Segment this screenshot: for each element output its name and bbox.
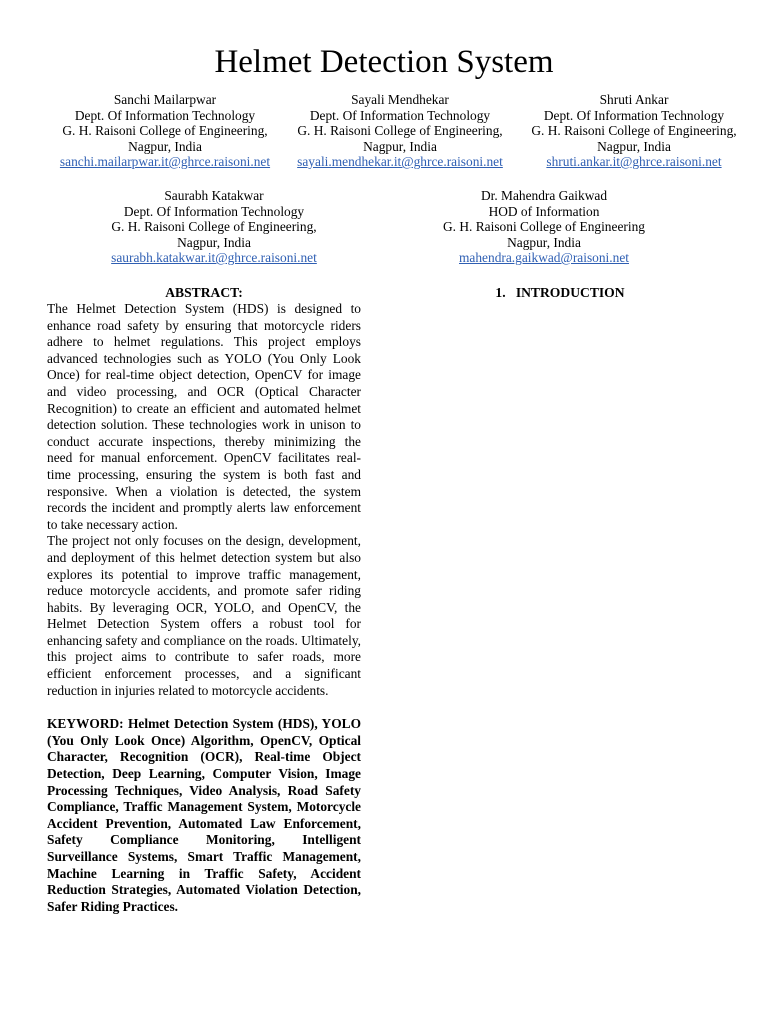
author-college: G. H. Raisoni College of Engineering,	[62, 123, 268, 138]
author-college: G. H. Raisoni College of Engineering	[443, 219, 645, 234]
right-column	[400, 284, 720, 301]
abstract-paragraph: The Helmet Detection System (HDS) is designed to enhance road safety by ensuring that motorcycle riders adhere to helmet regulations. This project employs advanced technologies such as YOLO (You Only Look Once) for real-time object detection, OpenCV for image and video processing, and OCR (Optical Character Recognition) to create an efficient and automated helmet detection solution. These technologies work in unison to conduct accurate inspections, thereby minimizing the need for manual enforcement. OpenCV facilitates real-time processing, ensuring the system is both fast and responsive. When a violation is detected, the system records the incident and promptly alerts law enforcement to take necessary action.	[47, 301, 361, 532]
author-block	[282, 92, 518, 170]
author-email-link[interactable]: mahendra.gaikwad@raisoni.net	[459, 250, 629, 265]
author-city: Nagpur, India	[363, 138, 437, 154]
author-city: Nagpur, India	[128, 138, 202, 154]
left-column	[47, 284, 361, 915]
author-block	[426, 188, 662, 266]
author-dept: Dept. Of Information Technology	[309, 107, 491, 123]
author-college: G. H. Raisoni College of Engineering,	[531, 123, 737, 138]
author-email-link[interactable]: saurabh.katakwar.it@ghrce.raisoni.net	[111, 250, 317, 265]
author-city: Nagpur, India	[177, 234, 251, 250]
paper-title: Helmet Detection System	[214, 44, 554, 80]
author-dept: Dept. Of Information Technology	[123, 203, 305, 219]
author-email-link[interactable]: sanchi.mailarpwar.it@ghrce.raisoni.net	[59, 154, 271, 169]
author-name: Shruti Ankar	[599, 92, 669, 107]
keywords-paragraph: KEYWORD: Helmet Detection System (HDS), YOLO (You Only Look Once) Algorithm, OpenCV, Optical Character, Recognition (OCR), Real-time Object Detection, Deep Learning, Computer Vision, Image Processing Techniques, Video Analysis, Road Safety Compliance, Traffic Management System, Motorcycle Accident Prevention, Automated Law Enforcement, Safety Compliance Monitoring, Intelligent Surveillance Systems, Smart Traffic Management, Machine Learning in Traffic Safety, Accident Reduction Strategies, Automated Violation Detection, Safer Riding Practices.	[47, 716, 361, 914]
author-name: Saurabh Katakwar	[164, 188, 264, 203]
introduction-heading: 1. INTRODUCTION	[495, 285, 625, 300]
author-name: Sayali Mendhekar	[351, 92, 449, 107]
author-dept: Dept. Of Information Technology	[543, 107, 725, 123]
abstract-paragraph: The project not only focuses on the design, development, and deployment of this helmet detection system but also explores its potential to improve traffic management, reduce motorcycle accidents, and promote safer riding habits. By leveraging OCR, YOLO, and OpenCV, the Helmet Detection System offers a robust tool for enhancing safety and compliance on the roads. Ultimately, this project aims to contribute to safer roads, more efficient enforcement processes, and a significant reduction in injuries related to motorcycle accidents.	[47, 533, 361, 698]
author-name: Dr. Mahendra Gaikwad	[480, 188, 608, 203]
author-email-link[interactable]: sayali.mendhekar.it@ghrce.raisoni.net	[297, 154, 503, 169]
author-dept: HOD of Information	[488, 203, 600, 219]
author-name: Sanchi Mailarpwar	[113, 92, 217, 107]
author-dept: Dept. Of Information Technology	[74, 107, 256, 123]
author-city: Nagpur, India	[597, 138, 671, 154]
author-college: G. H. Raisoni College of Engineering,	[297, 123, 503, 138]
author-block	[96, 188, 332, 266]
author-block	[47, 92, 283, 170]
abstract-heading: ABSTRACT:	[165, 285, 243, 300]
author-block	[516, 92, 752, 170]
author-email-link[interactable]: shruti.ankar.it@ghrce.raisoni.net	[546, 154, 722, 169]
author-college: G. H. Raisoni College of Engineering,	[111, 219, 317, 234]
author-city: Nagpur, India	[507, 234, 581, 250]
